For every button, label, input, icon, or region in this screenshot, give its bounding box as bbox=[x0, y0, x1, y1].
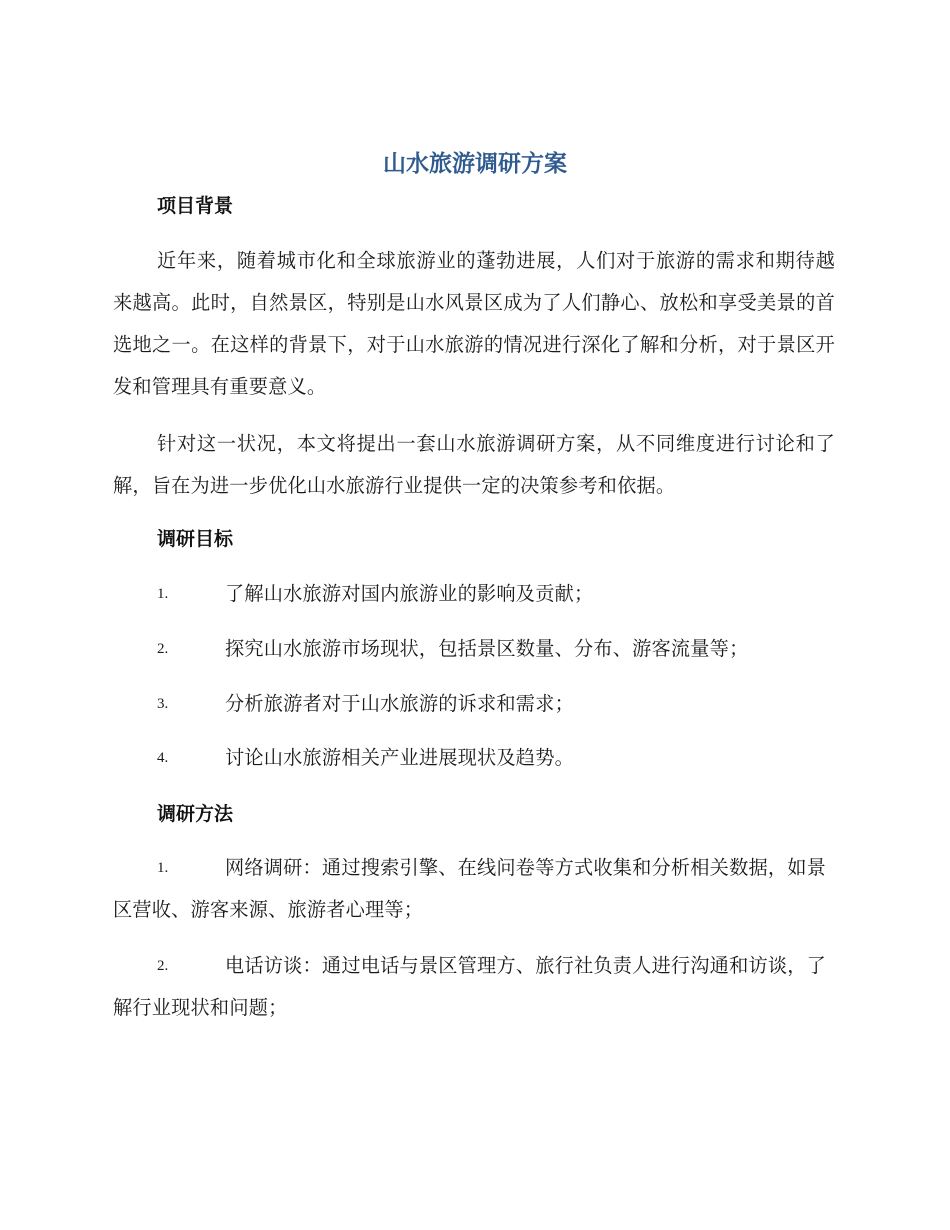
background-paragraph-1: 近年来，随着城市化和全球旅游业的蓬勃进展，人们对于旅游的需求和期待越来越高。此时，自然景区，特别是山水风景区成为了人们静心、放松和享受美景的首选地之一。在这样的背景下，对于山水旅游的情况进行深化了解和分析，对于景区开发和管理具有重要意义。 bbox=[113, 249, 835, 398]
list-text: 探究山水旅游市场现状，包括景区数量、分布、游客流量等； bbox=[225, 637, 749, 660]
goal-item-1 bbox=[113, 573, 835, 615]
list-text: 网络调研：通过搜索引擎、在线问卷等方式收集和分析相关数据，如景区营收、游客来源、旅游者心理等； bbox=[113, 856, 827, 921]
section-heading-goals: 调研目标 bbox=[157, 528, 234, 550]
list-number: 2. bbox=[157, 958, 169, 974]
method-item-1 bbox=[113, 847, 835, 931]
background-paragraph-2: 针对这一状况，本文将提出一套山水旅游调研方案，从不同维度进行讨论和了解，旨在为进一步优化山水旅游行业提供一定的决策参考和依据。 bbox=[113, 432, 835, 497]
section-heading-methods: 调研方法 bbox=[157, 803, 234, 825]
list-number: 1. bbox=[157, 586, 169, 602]
list-text: 了解山水旅游对国内旅游业的影响及贡献； bbox=[225, 582, 594, 605]
goal-item-3 bbox=[113, 683, 835, 725]
list-number: 2. bbox=[157, 641, 169, 657]
list-number: 3. bbox=[157, 696, 169, 712]
section-heading-background: 项目背景 bbox=[157, 195, 234, 217]
goal-item-2 bbox=[113, 628, 835, 670]
list-number: 4. bbox=[157, 750, 169, 766]
document-title: 山水旅游调研方案 bbox=[383, 151, 567, 177]
goal-item-4 bbox=[113, 737, 835, 779]
list-number: 1. bbox=[157, 860, 169, 876]
method-item-2 bbox=[113, 945, 835, 1029]
list-text: 电话访谈：通过电话与景区管理方、旅行社负责人进行沟通和访谈，了解行业现状和问题； bbox=[113, 954, 827, 1019]
list-text: 讨论山水旅游相关产业进展现状及趋势。 bbox=[225, 746, 574, 769]
list-text: 分析旅游者对于山水旅游的诉求和需求； bbox=[225, 692, 574, 715]
